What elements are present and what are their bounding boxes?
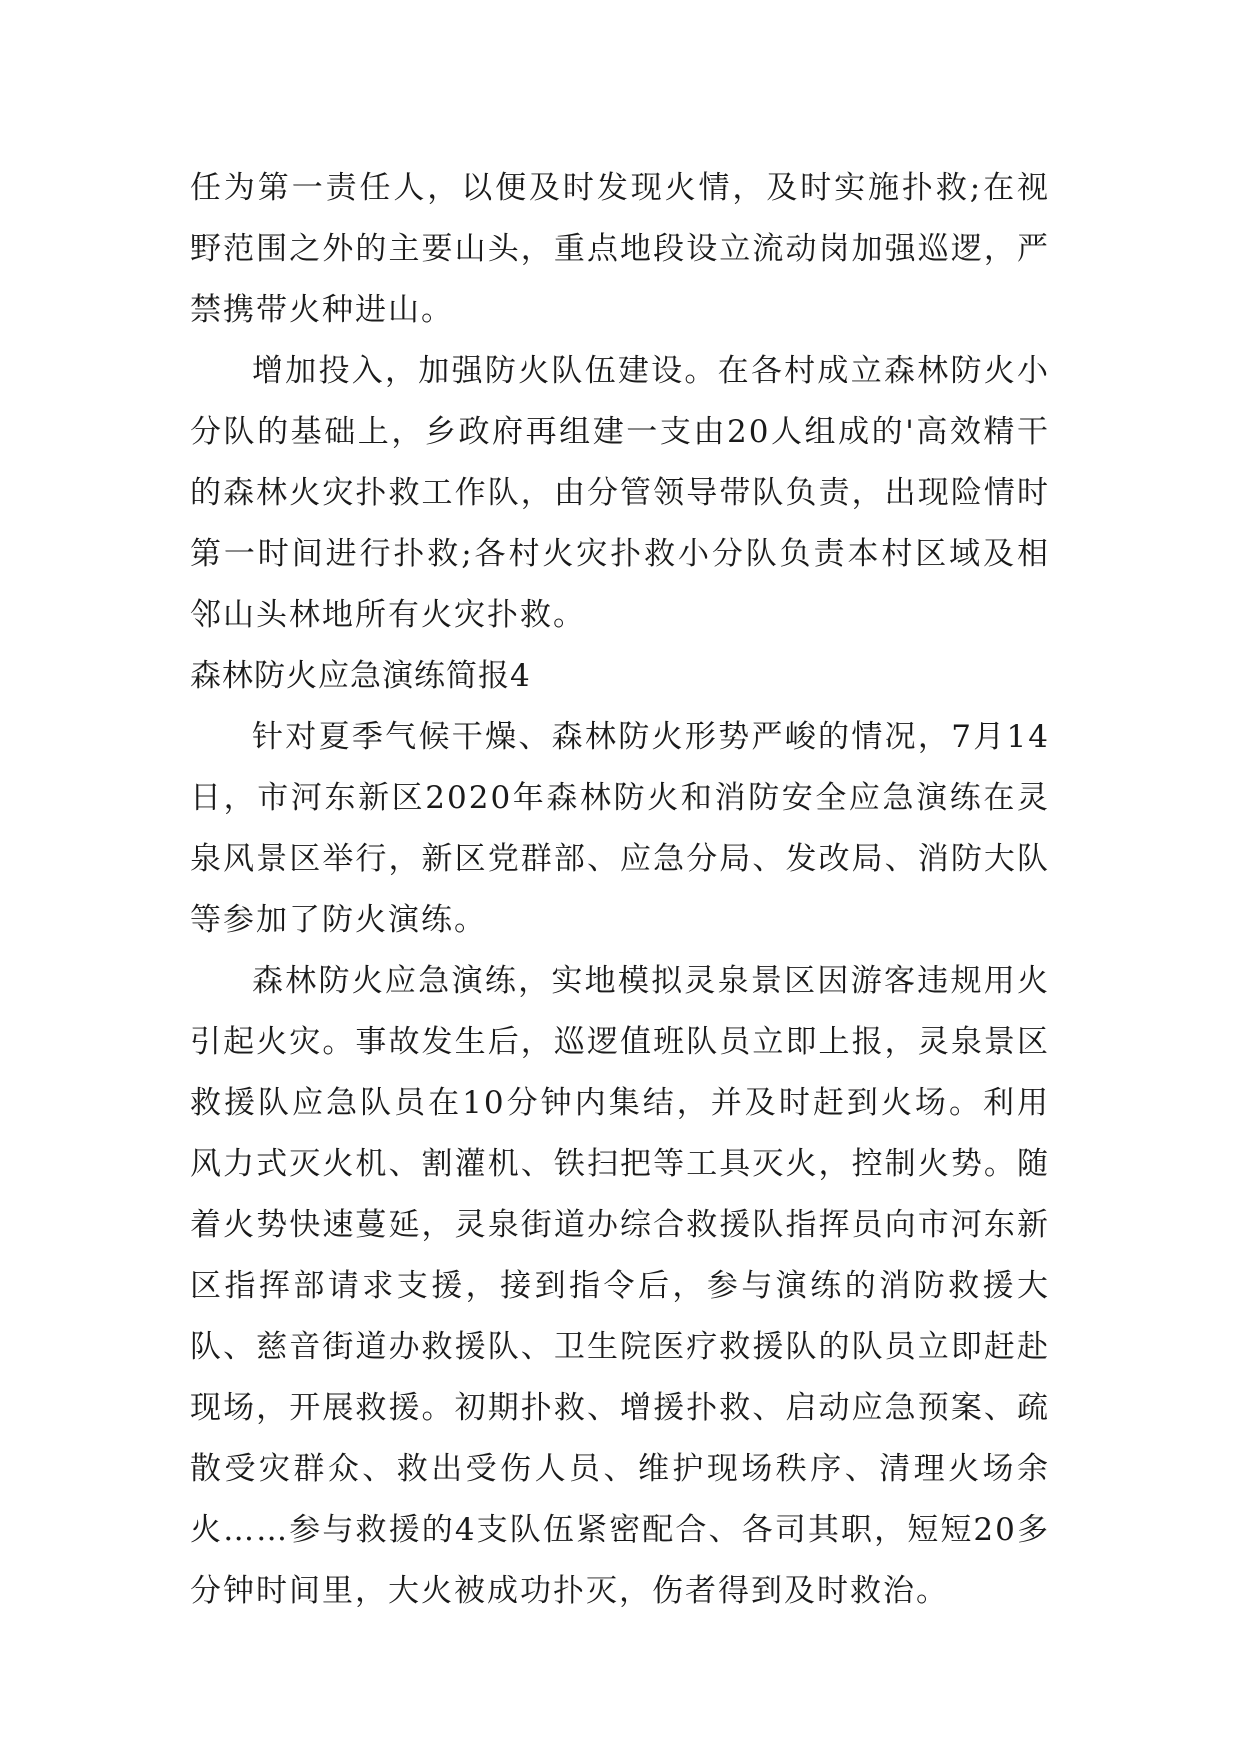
paragraph-drill-intro: 针对夏季气候干燥、森林防火形势严峻的情况，7月14日，市河东新区2020年森林防火和消防安全应急演练在灵泉风景区举行，新区党群部、应急分局、发改局、消防大队等参加了防火演练。: [190, 719, 1050, 938]
section-title: 森林防火应急演练简报4: [190, 658, 531, 694]
document-body: [190, 158, 1050, 1622]
paragraph-team-building: 增加投入，加强防火队伍建设。在各村成立森林防火小分队的基础上，乡政府再组建一支由20人组成的'高效精干的森林火灾扑救工作队，由分管领导带队负责，出现险情时第一时间进行扑救;各村火灾扑救小分队负责本村区域及相邻山头林地所有火灾扑救。: [190, 353, 1050, 633]
paragraph-drill-details: 森林防火应急演练，实地模拟灵泉景区因游客违规用火引起火灾。事故发生后，巡逻值班队员立即上报，灵泉景区救援队应急队员在10分钟内集结，并及时赶到火场。利用风力式灭火机、割灌机、铁扫把等工具灭火，控制火势。随着火势快速蔓延，灵泉街道办综合救援队指挥员向市河东新区指挥部请求支援，接到指令后，参与演练的消防救援大队、慈音街道办救援队、卫生院医疗救援队的队员立即赶赴现场，开展救援。初期扑救、增援扑救、启动应急预案、疏散受灾群众、救出受伤人员、维护现场秩序、清理火场余火……参与救援的4支队伍紧密配合、各司其职，短短20多分钟时间里，大火被成功扑灭，伤者得到及时救治。: [190, 963, 1050, 1609]
paragraph-continued: 任为第一责任人，以便及时发现火情，及时实施扑救;在视野范围之外的主要山头，重点地段设立流动岗加强巡逻，严禁携带火种进山。: [190, 170, 1050, 328]
